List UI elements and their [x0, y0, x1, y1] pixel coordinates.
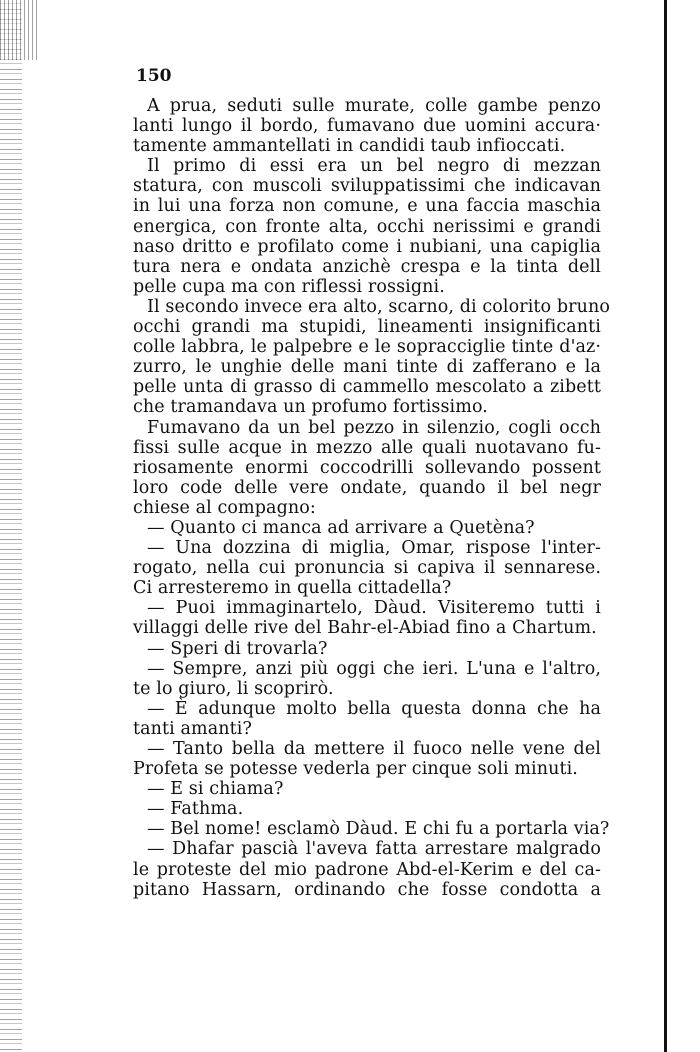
text-line: che tramandava un profumo fortissimo.	[133, 397, 488, 418]
text-line: — Fathma.	[147, 799, 244, 820]
text-line: — E si chiama?	[147, 779, 284, 800]
text-line: pelle unta di grasso di cammello mescolato a zibett	[133, 377, 601, 398]
text-line: — Sempre, anzi più oggi che ieri. L'una e l'altro,	[147, 658, 601, 679]
text-line: le proteste del mio padrone Abd-el-Kerim e del ca-	[133, 859, 601, 880]
text-line: fissi sulle acque in mezzo alle quali nuotavano fu-	[133, 437, 601, 458]
text-line: — Dhafar pascià l'aveva fatta arrestare malgrado	[147, 839, 601, 860]
text-line: Il secondo invece era alto, scarno, di colorito bruno	[147, 296, 610, 317]
text-line: tura nera e ondata anzichè crespa e la tinta dell	[133, 256, 601, 277]
text-line: zurro, le unghie delle mani tinte di zafferano e la	[133, 357, 601, 378]
text-line: tanti amanti?	[133, 718, 252, 739]
text-line: tamente ammantellati in candidi taub infioccati.	[133, 136, 566, 157]
text-line: A prua, seduti sulle murate, colle gambe penzo	[147, 96, 601, 116]
text-line: — È adunque molto bella questa donna che ha	[147, 698, 601, 719]
text-line: villaggi delle rive del Bahr-el-Abiad fino a Chartum.	[133, 618, 597, 639]
text-line: naso dritto e profilato come i nubiani, una capiglia	[133, 236, 601, 257]
text-line: — Tanto bella da mettere il fuoco nelle vene del	[147, 739, 601, 759]
text-line: loro code delle vere ondate, quando il bel negr	[133, 477, 601, 498]
text-line: chiese al compagno:	[133, 497, 316, 518]
scan-right-edge-rule	[664, 0, 667, 1052]
text-line: Ci arresteremo in quella cittadella?	[133, 578, 452, 599]
text-line: statura, con muscoli sviluppatissimi che indicavan	[133, 176, 601, 197]
text-line: Fumavano da un bel pezzo in silenzio, cogli occh	[147, 417, 601, 438]
text-line: energica, con fronte alta, occhi nerissimi e grandi	[133, 216, 601, 237]
text-line: te lo giuro, li scoprirò.	[133, 678, 334, 699]
scan-left-edge-noise	[0, 0, 22, 1052]
page-number: 150	[136, 66, 172, 86]
scan-corner-noise	[0, 0, 40, 60]
text-line: — Speri di trovarla?	[147, 638, 328, 659]
text-line: — Bel nome! esclamò Dàud. E chi fu a portarla via?	[147, 819, 610, 840]
text-line: pelle cupa ma con riflessi rossigni.	[133, 276, 445, 297]
text-line: pitano Hassarn, ordinando che fosse condotta a	[133, 879, 601, 900]
text-line: — Una dozzina di miglia, Omar, rispose l'inter-	[147, 538, 601, 559]
text-line: — Puoi immaginartelo, Dàud. Visiteremo tutti i	[147, 598, 601, 619]
text-line: rogato, nella cui pronuncia si capiva il sennarese.	[133, 558, 601, 579]
text-line: in lui una forza non comune, e una faccia maschia	[133, 196, 601, 217]
text-line: colle labbra, le palpebre e le sopracciglie tinte d'az·	[133, 337, 601, 358]
text-line: riosamente enormi coccodrilli sollevando possent	[133, 457, 601, 478]
text-line: Profeta se potesse vederla per cinque soli minuti.	[133, 759, 578, 780]
book-page-text	[133, 96, 610, 900]
text-line: occhi grandi ma stupidi, lineamenti insignificanti	[133, 317, 601, 338]
text-line: Il primo di essi era un bel negro di mezzan	[147, 156, 601, 177]
text-line: — Quanto ci manca ad arrivare a Quetèna?	[147, 517, 535, 538]
text-line: lanti lungo il bordo, fumavano due uomini accura·	[133, 116, 601, 137]
